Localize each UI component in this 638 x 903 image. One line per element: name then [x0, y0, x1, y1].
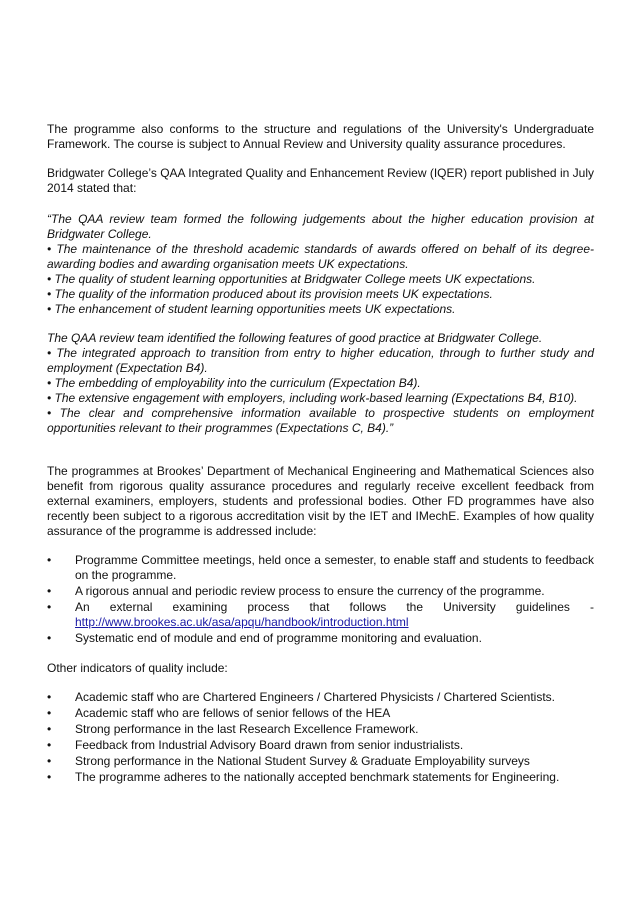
- judgement-item: • The quality of the information produced about its provision meets UK expectations.: [47, 287, 493, 301]
- list-item: [47, 553, 594, 583]
- judgement-item: • The maintenance of the threshold academic standards of awards offered on behalf of its degree-awarding bodies and awarding organisation meets UK expectations.: [47, 242, 594, 271]
- list-item-text: A rigorous annual and periodic review process to ensure the currency of the programme.: [75, 584, 545, 598]
- qaa-quote: [47, 212, 594, 436]
- list-item-text: Strong performance in the last Research Excellence Framework.: [75, 722, 419, 736]
- quote-lead: “The QAA review team formed the following judgements about the higher education provision at Bridgwater College.: [47, 212, 594, 241]
- list-item-text: Programme Committee meetings, held once a semester, to enable staff and students to feedback on the programme.: [75, 553, 594, 582]
- list-item-text: Academic staff who are Chartered Engineers / Chartered Physicists / Chartered Scientists.: [75, 690, 555, 704]
- list-item: [47, 706, 594, 721]
- list-item: [47, 690, 594, 705]
- list-item: [47, 584, 594, 599]
- judgement-item: • The quality of student learning opportunities at Bridgwater College meets UK expectations.: [47, 272, 536, 286]
- practice-item: • The clear and comprehensive information available to prospective students on employment opportunities relevant to their programmes (Expectations C, B4).”: [47, 406, 594, 435]
- list-item-text: Academic staff who are fellows of senior fellows of the HEA: [75, 706, 391, 720]
- list-item-text: Systematic end of module and end of programme monitoring and evaluation.: [75, 631, 482, 645]
- quality-indicators-list: [47, 690, 594, 785]
- list-item-text: Strong performance in the National Student Survey & Graduate Employability surveys: [75, 754, 530, 768]
- quality-assurance-list: [47, 553, 594, 646]
- practice-lead: The QAA review team identified the following features of good practice at Bridgwater College.: [47, 331, 543, 345]
- list-item: [47, 722, 594, 737]
- list-item-text: The programme adheres to the nationally accepted benchmark statements for Engineering.: [75, 770, 560, 784]
- judgement-item: • The enhancement of student learning opportunities meets UK expectations.: [47, 302, 456, 316]
- list-item: [47, 754, 594, 769]
- list-item-text: • An external examining process that follows the University guidelines -: [75, 600, 594, 614]
- brookes-paragraph: The programmes at Brookes’ Department of Mechanical Engineering and Mathematical Sciences also benefit from rigorous quality assurance procedures and regularly receive excellent feedback from external examiners, employers, students and professional bodies. Other FD programmes have also recently been subject to a rigorous accreditation visit by the IET and IMechE. Examples of how quality assurance of the programme is addressed include:: [47, 464, 594, 538]
- indicators-heading: Other indicators of quality include:: [47, 661, 228, 675]
- practice-item: • The embedding of employability into the curriculum (Expectation B4).: [47, 376, 421, 390]
- list-item: [47, 738, 594, 753]
- iqer-paragraph: Bridgwater College’s QAA Integrated Quality and Enhancement Review (IQER) report published in July 2014 stated that:: [47, 166, 594, 195]
- list-item-text: Feedback from Industrial Advisory Board drawn from senior industrialists.: [75, 738, 464, 752]
- list-item: [47, 631, 594, 646]
- guidelines-link[interactable]: http://www.brookes.ac.uk/asa/apqu/handbook/introduction.html: [75, 615, 409, 629]
- intro-paragraph: The programme also conforms to the structure and regulations of the University's Undergraduate Framework. The course is subject to Annual Review and University quality assurance procedures.: [47, 122, 594, 151]
- practice-item: • The integrated approach to transition from entry to higher education, through to further study and employment (Expectation B4).: [47, 346, 594, 375]
- list-item: [47, 770, 594, 785]
- list-item: [47, 600, 594, 630]
- document-body: [47, 122, 594, 786]
- practice-item: • The extensive engagement with employers, including work-based learning (Expectations B4, B10).: [47, 391, 578, 405]
